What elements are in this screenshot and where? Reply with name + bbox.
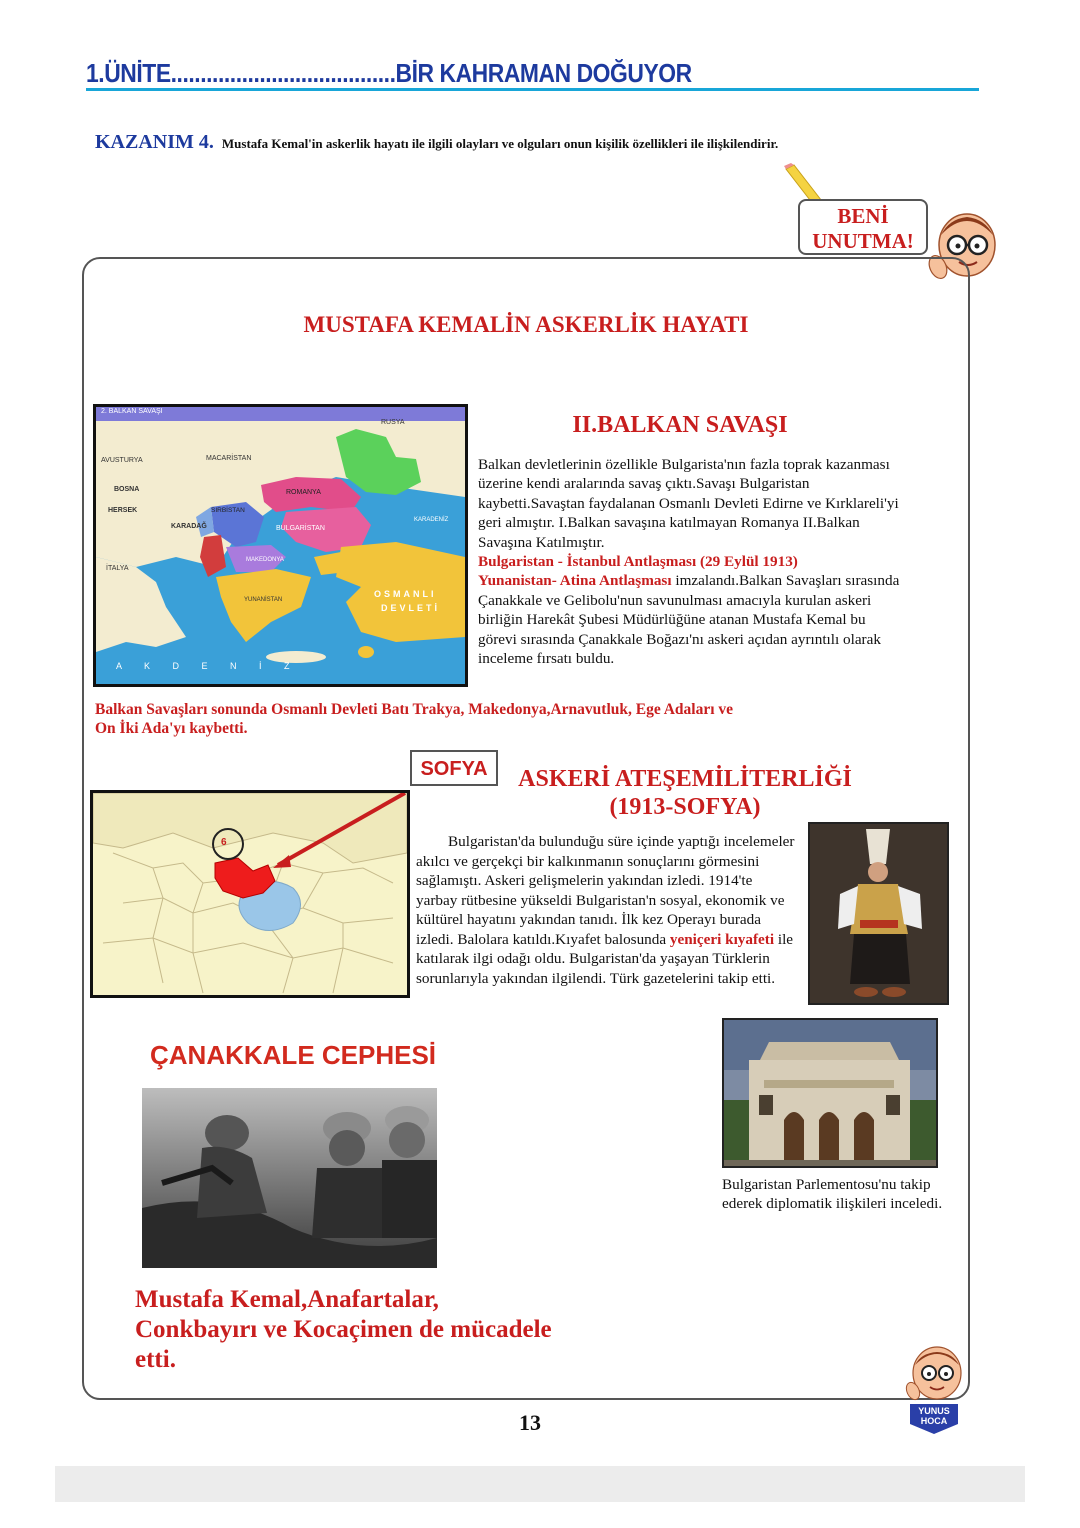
attache-title-line1: ASKERİ ATEŞEMİLİTERLİĞİ: [518, 766, 852, 792]
kazanim-text: Mustafa Kemal'in askerlik hayatı ile ilgili olayları ve olguları onun kişilik özellikleri ile ilişkilendirir.: [221, 136, 779, 151]
map-label-devleti: DEVLETİ: [381, 603, 441, 613]
sofya-tag: SOFYA: [410, 750, 498, 786]
header-divider: [86, 88, 979, 91]
bottom-bar: [55, 1466, 1025, 1502]
map-label-macaristan: MACARİSTAN: [206, 455, 252, 462]
kazanim-label: KAZANIM 4.: [95, 131, 214, 153]
map-label-akdeniz: A K D E N İ Z: [116, 661, 300, 671]
attache-paragraph: Bulgaristan'da bulunduğu süre içinde yaptığı incelemeler akılcı ve gerçekçi bir kalkınmanın sonuçlarını görmesini sağlamıştı. Askeri gelişmelerin yakından izledi. 1914'te yarbay rütbesine yükseldi Bulgaristan'n sosyal, ekonomik ve kültürel hayatını yakından tanıdı. İlk kez Operayı burada izledi. Balolara katıldı.Kıyafet balosunda: [416, 833, 795, 948]
bulgaria-map: [90, 790, 410, 998]
treaty-atina: Yunanistan- Atina Antlaşması: [478, 572, 672, 590]
treaty-istanbul: Bulgaristan - İstanbul Antlaşması (29 Eylül 1913): [478, 553, 798, 571]
balkan-war-paragraph: Balkan devletlerinin özellikle Bulgarista'nın fazla toprak kazanması üzerine kendi aralarında savaş çıktı.Savaşı Bulgaristan kaybetti.Savaştan faydalanan Osmanlı Devleti Edirne ve Kırklareli'yi geri almıştır. I.Balkan savaşına katılmayan Romanya II.Balkan Savaşına Katılmıştır.: [478, 456, 899, 551]
canakkale-text: Mustafa Kemal,Anafartalar, Conkbayırı ve Kocaçimen de mücadele etti.: [135, 1286, 552, 1373]
kazanim: [95, 131, 778, 154]
teacher-avatar-small-icon: [905, 1345, 965, 1405]
main-title: MUSTAFA KEMALİN ASKERLİK HAYATI: [303, 312, 749, 337]
parliament-photo: [722, 1018, 938, 1168]
canakkale-title: ÇANAKKALE CEPHESİ: [150, 1040, 437, 1070]
attache-title-line2: (1913-SOFYA): [609, 794, 761, 820]
reminder-box: [798, 199, 928, 255]
janissary-highlight: yeniçeri kıyafeti: [669, 930, 775, 948]
attache-paragraph-2: ile katılarak ilgi odağı oldu. Bulgaristan'da yaşayan Türklerin sorunlarıyla yakından ilgilendi. Türk gazetelerini takip etti.: [416, 930, 794, 987]
brand-logo-line1: YUNUS: [918, 1406, 950, 1416]
janissary-costume-photo: [808, 822, 949, 1005]
attache-text: [416, 832, 796, 988]
balkan-war-map: [93, 404, 468, 687]
gallipoli-soldiers-photo: [142, 1088, 437, 1268]
map-label-karadeniz: KARADENİZ: [414, 517, 449, 523]
map-label-rusya: RUSYA: [381, 419, 405, 426]
map-title: 2. BALKAN SAVAŞI: [101, 408, 163, 415]
map-marker-label: 6: [221, 837, 227, 848]
map-label-bosna: BOSNA: [114, 486, 140, 493]
map-label-bulgaristan: BULGARİSTAN: [276, 525, 325, 532]
parliament-caption: Bulgaristan Parlementosu'nu takip ederek diplomatik ilişkileri inceledi.: [722, 1176, 943, 1212]
map-label-avusturya: AVUSTURYA: [101, 457, 143, 464]
reminder-line2: UNUTMA!: [812, 229, 914, 253]
brand-logo-line2: HOCA: [920, 1416, 948, 1426]
page-number: 13: [519, 1410, 541, 1435]
map-label-romanya: ROMANYA: [286, 489, 321, 496]
balkan-loss-note: Balkan Savaşları sonunda Osmanlı Devleti Batı Trakya, Makedonya,Arnavutluk, Ege Adaları ve On İki Ada'yı kaybetti.: [95, 701, 734, 737]
attache-title: [505, 765, 865, 821]
map-label-osmanli: OSMANLI: [374, 589, 437, 599]
map-label-yunanistan: YUNANİSTAN: [244, 597, 283, 603]
map-label-karadag: KARADAĞ: [171, 523, 207, 530]
map-label-italya: İTALYA: [106, 565, 129, 572]
balkan-war-text: [478, 455, 908, 668]
unit-title: 1.ÜNİTE......................................BİR KAHRAMAN DOĞUYOR: [86, 58, 692, 88]
balkan-war-paragraph-2: imzalandı.Balkan Savaşları sırasında Çanakkale ve Gelibolu'nun savunulması amacıyla kurulan askeri birliğin Harekât Şubesi Müdürlüğüne atanan Mustafa Kemal bu görevi sırasında Çanakkale Boğazı'nı askeri açıdan ayrıntılı olarak inceleme fırsatı buldu.: [478, 572, 900, 668]
reminder-line1: BENİ: [837, 204, 889, 228]
map-label-hersek: HERSEK: [108, 507, 138, 514]
map-label-makedonya: MAKEDONYA: [246, 557, 284, 563]
balkan-war-title: II.BALKAN SAVAŞI: [572, 412, 788, 438]
map-label-sirbistan: SIRBİSTAN: [211, 507, 245, 514]
